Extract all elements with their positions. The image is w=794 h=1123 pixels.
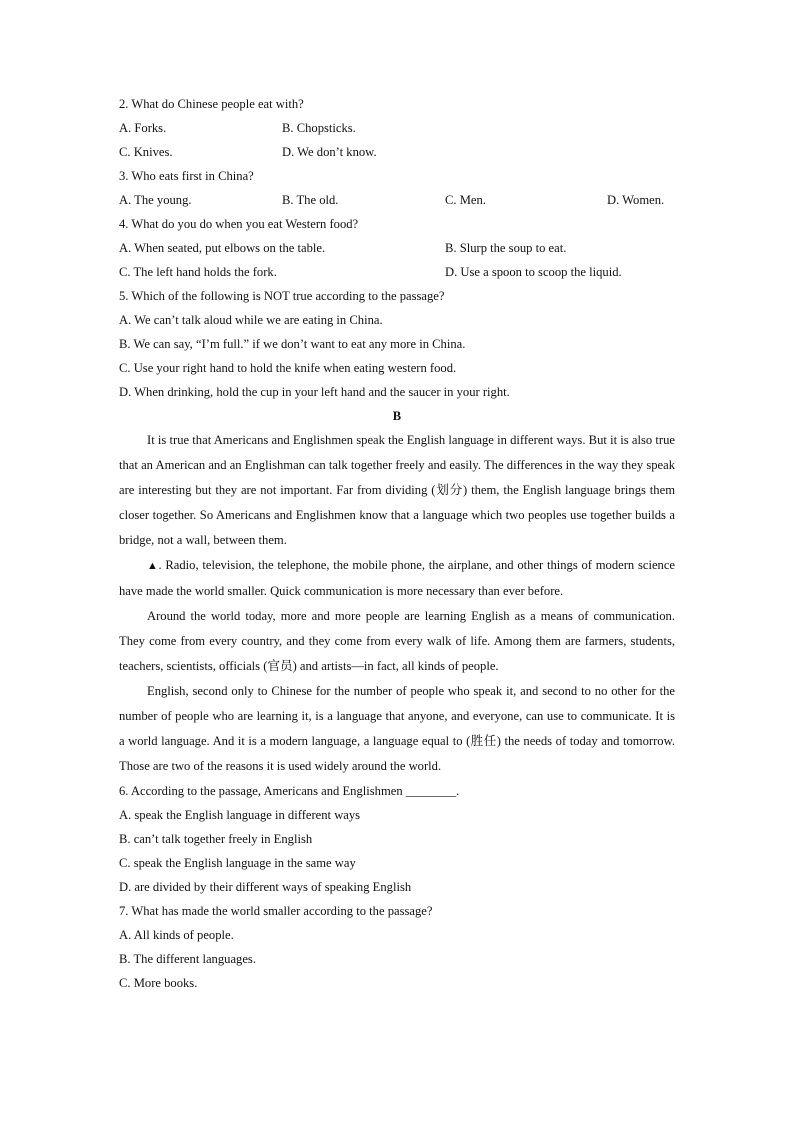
q3-option-a: A. The young.: [119, 193, 192, 207]
question-3-options-row: [119, 188, 675, 212]
q3-option-c: C. Men.: [445, 193, 486, 207]
q3-option-d: D. Women.: [607, 193, 665, 207]
q7-option-a: A. All kinds of people.: [119, 928, 234, 942]
passage-paragraph-1: It is true that Americans and Englishmen speak the English language in different ways. But it is also true that an American and an Englishman can talk together freely and easily. The differences in the way they speak are interesting but they are not important. Far from dividing (划分) them, the English language brings them closer together. So Americans and Englishmen know that a language which two peoples use together builds a bridge, not a wall, between them.: [119, 433, 675, 547]
q6-option-b: B. can’t talk together freely in English: [119, 832, 313, 846]
worksheet-page: [119, 92, 675, 995]
q4-option-c: C. The left hand holds the fork.: [119, 265, 277, 279]
q2-option-b: B. Chopsticks.: [282, 121, 356, 135]
passage-paragraph-3: Around the world today, more and more people are learning English as a means of communication. They come from every country, and they come from every walk of life. Among them are farmers, students, teachers, scientists, officials (官员) and artists—in fact, all kinds of people.: [119, 609, 675, 673]
q6-option-a: A. speak the English language in different ways: [119, 808, 361, 822]
q2-option-a: A. Forks.: [119, 121, 167, 135]
q5-option-c: C. Use your right hand to hold the knife when eating western food.: [119, 361, 457, 375]
passage-paragraph-4: English, second only to Chinese for the number of people who speak it, and second to no other for the number of people who are learning it, is a language that anyone, and everyone, can use to communicate. It is a world language. And it is a modern language, a language equal to (胜任) the needs of today and tomorrow. Those are two of the reasons it is used widely around the world.: [119, 684, 675, 773]
passage-paragraph-2: [119, 553, 675, 604]
q2-option-d: D. We don’t know.: [282, 145, 377, 159]
question-2-stem: 2. What do Chinese people eat with?: [119, 97, 304, 111]
question-3-stem: 3. Who eats first in China?: [119, 169, 254, 183]
q5-option-a: A. We can’t talk aloud while we are eating in China.: [119, 313, 383, 327]
question-7-stem: 7. What has made the world smaller according to the passage?: [119, 904, 433, 918]
question-5-stem: 5. Which of the following is NOT true according to the passage?: [119, 289, 445, 303]
question-4-stem: 4. What do you do when you eat Western food?: [119, 217, 359, 231]
blank-marker: ▲: [147, 560, 159, 572]
question-4-options-row-1: [119, 236, 675, 260]
q3-option-b: B. The old.: [282, 193, 339, 207]
question-6-stem: 6. According to the passage, Americans and Englishmen ________.: [119, 784, 460, 798]
q4-option-b: B. Slurp the soup to eat.: [445, 241, 567, 255]
q4-option-a: A. When seated, put elbows on the table.: [119, 241, 326, 255]
question-2-options-row-1: [119, 116, 675, 140]
q4-option-d: D. Use a spoon to scoop the liquid.: [445, 265, 622, 279]
question-2-options-row-2: [119, 140, 675, 164]
q7-option-c: C. More books.: [119, 976, 198, 990]
q6-option-d: D. are divided by their different ways of speaking English: [119, 880, 412, 894]
q2-option-c: C. Knives.: [119, 145, 173, 159]
q5-option-b: B. We can say, “I’m full.” if we don’t want to eat any more in China.: [119, 337, 466, 351]
q7-option-b: B. The different languages.: [119, 952, 256, 966]
q5-option-d: D. When drinking, hold the cup in your left hand and the saucer in your right.: [119, 385, 510, 399]
passage-paragraph-2-text: . Radio, television, the telephone, the mobile phone, the airplane, and other things of modern science have made the world smaller. Quick communication is more necessary than ever before.: [119, 558, 676, 598]
section-b-title: B: [392, 409, 402, 423]
q6-option-c: C. speak the English language in the same way: [119, 856, 356, 870]
question-4-options-row-2: [119, 260, 675, 284]
